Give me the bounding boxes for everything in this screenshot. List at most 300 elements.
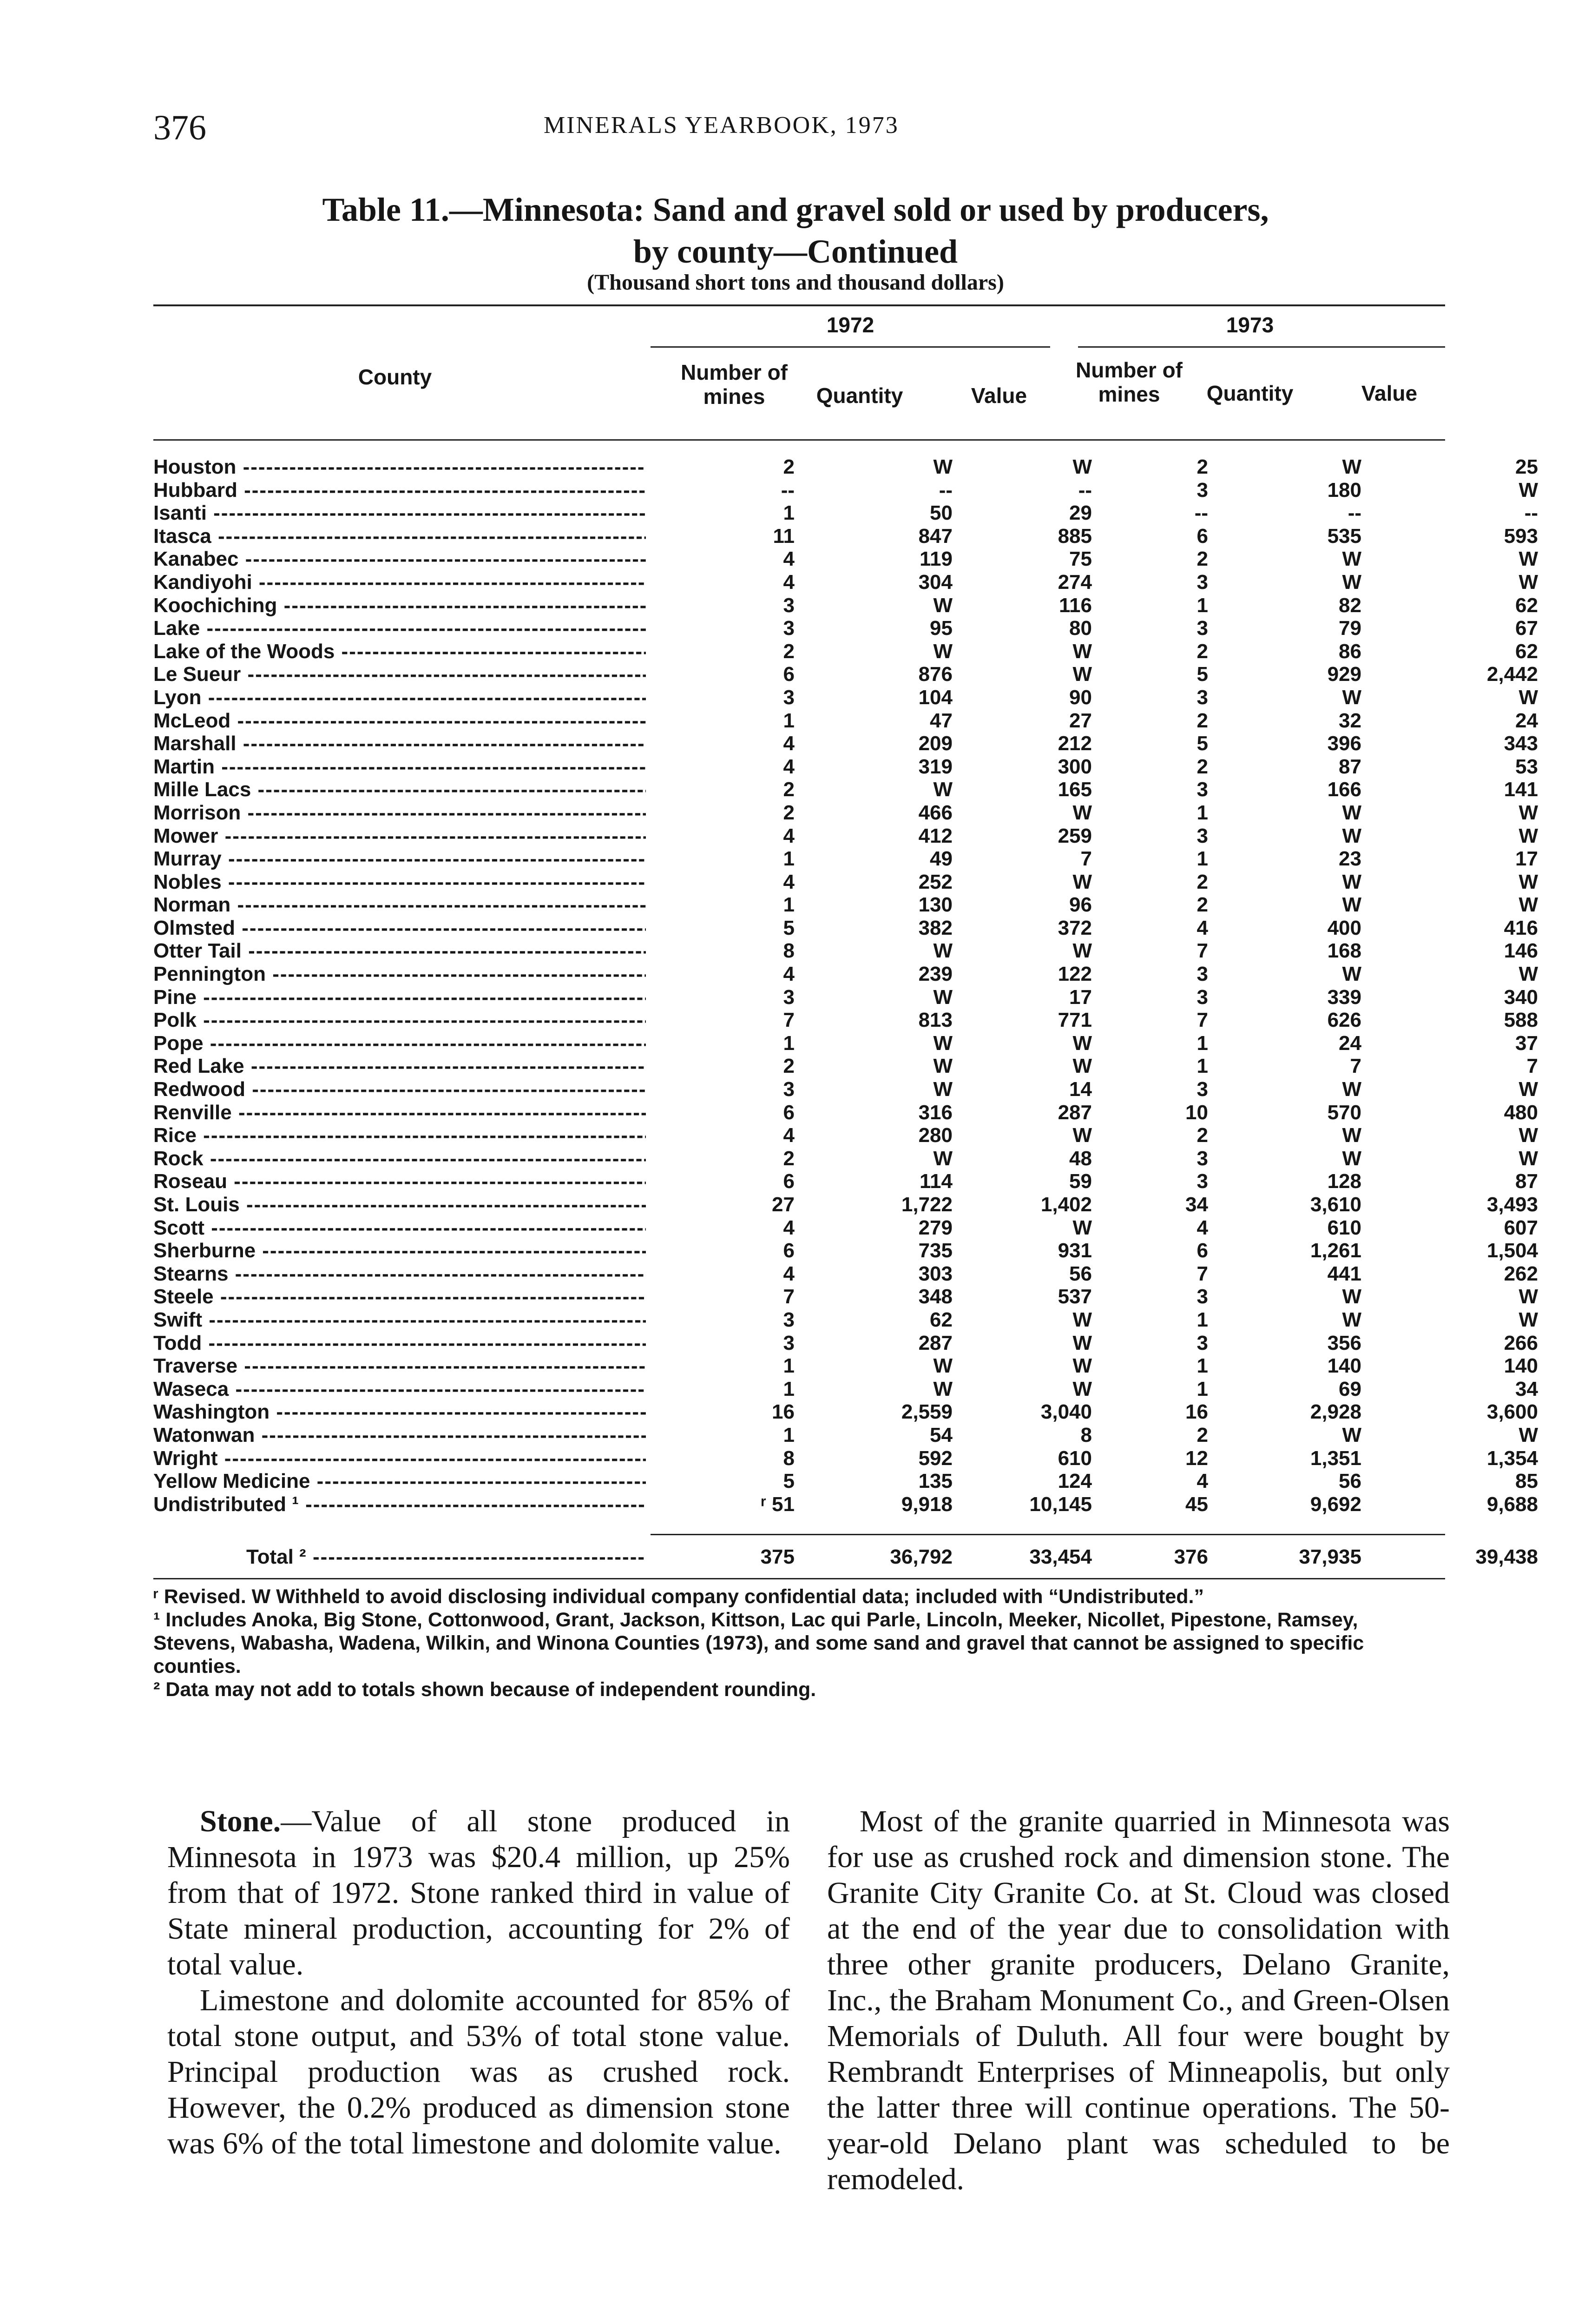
quantity-1973: 396: [1327, 732, 1361, 755]
table-row: [153, 1124, 1538, 1147]
table-top-rule: [153, 304, 1445, 306]
table-row: [153, 1009, 1538, 1032]
footnote-revised: ʳ Revised. W Withheld to avoid disclosing individual company confidential data; included with “Undistributed.”: [153, 1585, 1204, 1608]
mines-1973: 3: [1197, 963, 1208, 986]
mines-1972: 3: [783, 617, 795, 640]
county-name: Waseca -----: [153, 1378, 646, 1401]
total-value-1972: 33,454: [1029, 1545, 1092, 1568]
table-row: [153, 824, 1538, 848]
paragraph-limestone: Limestone and dolomite accounted for 85% of total stone output, and 53% of total stone value. Principal production was as crushed rock. However, the 0.2% produced as dimension stone was 6% of the total limestone and dolomite value.: [167, 1983, 790, 2160]
value-1973: 24: [1515, 709, 1538, 732]
value-1973: 141: [1504, 778, 1538, 801]
value-1973: 62: [1515, 640, 1538, 663]
mines-1973: 2: [1197, 640, 1208, 663]
mines-1972: 2: [783, 1147, 795, 1170]
quantity-1972: 382: [918, 916, 953, 939]
table-row: [153, 1331, 1538, 1355]
table-row: [153, 1492, 1538, 1516]
mines-1972: 1: [783, 893, 795, 917]
mines-1972: 3: [783, 985, 795, 1009]
table-row: [153, 548, 1538, 571]
value-1972: W: [1072, 801, 1092, 824]
mines-1972: 4: [783, 548, 795, 571]
county-name: Watonwan -----: [153, 1424, 646, 1447]
quantity-1972: 1,722: [901, 1193, 953, 1216]
mines-1973: 1: [1197, 594, 1208, 617]
county-name: Martin -----: [153, 755, 646, 779]
value-1972: W: [1072, 1055, 1092, 1078]
mines-1973-header: Number of mines: [1076, 358, 1183, 406]
value-1972: 274: [1058, 570, 1092, 594]
value-1972: 124: [1058, 1470, 1092, 1493]
mines-1972: 6: [783, 1239, 795, 1262]
value-1973: --: [1524, 502, 1538, 525]
county-name: Pine -----: [153, 986, 646, 1009]
table-row: [153, 502, 1538, 525]
quantity-1973: 626: [1327, 1009, 1361, 1032]
quantity-1973: 140: [1327, 1354, 1361, 1378]
value-1972: W: [1072, 870, 1092, 893]
table-row: [153, 893, 1538, 917]
table-row: [153, 963, 1538, 986]
mines-1973: 3: [1197, 778, 1208, 801]
mines-1972: 2: [783, 640, 795, 663]
table-row: [153, 1101, 1538, 1124]
value-1973: 25: [1515, 456, 1538, 478]
county-name: Stearns -----: [153, 1262, 646, 1286]
mines-1972: 1: [783, 1031, 795, 1055]
mines-1972: 3: [783, 1308, 795, 1331]
value-1972: 287: [1058, 1101, 1092, 1124]
mines-1973: 3: [1197, 570, 1208, 594]
value-1973: W: [1519, 824, 1538, 847]
value-1972: 165: [1058, 778, 1092, 801]
table-row: [153, 916, 1538, 940]
value-1973: 146: [1504, 939, 1538, 963]
value-1972: W: [1072, 1124, 1092, 1147]
quantity-1973: 86: [1339, 640, 1361, 663]
quantity-1973: W: [1342, 801, 1361, 824]
value-1972: 10,145: [1029, 1492, 1092, 1516]
table-row: [153, 755, 1538, 779]
table-row: [153, 686, 1538, 709]
mines-1973: 3: [1197, 686, 1208, 709]
value-1972: W: [1072, 456, 1092, 478]
county-name: Washington -----: [153, 1400, 646, 1424]
value-1972: W: [1072, 1216, 1092, 1239]
value-1972: --: [1078, 478, 1092, 502]
table-row: [153, 456, 1538, 479]
value-1973: 17: [1515, 847, 1538, 871]
table-row: [153, 778, 1538, 801]
county-name: Pennington -----: [153, 963, 646, 986]
value-1972: 96: [1069, 893, 1092, 917]
quantity-1972: 50: [930, 502, 953, 525]
mines-1973: 1: [1197, 1354, 1208, 1378]
quantity-1973: 1,261: [1310, 1239, 1361, 1262]
quantity-1973: W: [1342, 963, 1361, 986]
quantity-1973: W: [1342, 1423, 1361, 1446]
county-name: Wright -----: [153, 1447, 646, 1470]
value-1973: W: [1519, 870, 1538, 893]
county-name: Otter Tail -----: [153, 939, 646, 963]
mines-1972: 4: [783, 1124, 795, 1147]
quantity-1973: W: [1342, 456, 1361, 478]
quantity-1973: 356: [1327, 1331, 1361, 1354]
value-1973: 7: [1526, 1055, 1538, 1078]
mines-1972: 3: [783, 1331, 795, 1354]
mines-1972: 11: [773, 524, 795, 548]
mines-1973: 3: [1197, 1078, 1208, 1101]
value-1973: 3,493: [1486, 1193, 1538, 1216]
table-row: [153, 1193, 1538, 1216]
quantity-1973: W: [1342, 1147, 1361, 1170]
mines-1973: 45: [1185, 1492, 1208, 1516]
total-mines-1973: 376: [1174, 1545, 1208, 1568]
mines-1972: 1: [783, 847, 795, 871]
quantity-1973: W: [1342, 548, 1361, 571]
table-row: [153, 663, 1538, 686]
value-1973: 480: [1504, 1101, 1538, 1124]
county-name: Pope -----: [153, 1032, 646, 1055]
value-1973: 588: [1504, 1009, 1538, 1032]
mines-1972: 27: [772, 1193, 795, 1216]
mines-1973: 34: [1185, 1193, 1208, 1216]
paragraph-stone: [167, 1803, 790, 1982]
county-name: Itasca -----: [153, 525, 646, 548]
mines-1973: 2: [1197, 548, 1208, 571]
quantity-1972: 62: [930, 1308, 953, 1331]
value-1973: 9,688: [1486, 1492, 1538, 1516]
county-name: Renville -----: [153, 1101, 646, 1124]
county-name: McLeod -----: [153, 709, 646, 733]
quantity-1973: 128: [1327, 1170, 1361, 1193]
table-row: [153, 1285, 1538, 1308]
mines-1973: 2: [1197, 870, 1208, 893]
value-1972: 116: [1059, 594, 1092, 617]
table-row: [153, 1147, 1538, 1170]
value-1972: 931: [1058, 1239, 1092, 1262]
table-row: [153, 478, 1538, 502]
total-separator-rule: [651, 1534, 1445, 1535]
county-name: Isanti -----: [153, 502, 646, 525]
mines-1972: 5: [783, 1470, 795, 1493]
mines-1973: 16: [1185, 1400, 1208, 1424]
quantity-1972: W: [933, 640, 953, 663]
table-row: [153, 985, 1538, 1009]
mines-1972: 4: [783, 755, 795, 778]
county-name: Undistributed ¹ -----: [153, 1493, 646, 1516]
mines-1973: 2: [1197, 709, 1208, 732]
body-column-right: [827, 1803, 1450, 2197]
quantity-1972: 735: [918, 1239, 953, 1262]
value-1973: 3,600: [1486, 1400, 1538, 1424]
mines-1973: 7: [1197, 939, 1208, 963]
mines-1972: 4: [783, 570, 795, 594]
value-1973: 34: [1515, 1377, 1538, 1400]
table-row: [153, 1446, 1538, 1470]
quantity-1972: --: [939, 478, 953, 502]
value-1972: 259: [1058, 824, 1092, 847]
value-1972: 7: [1080, 847, 1092, 871]
table-row: [153, 617, 1538, 640]
quantity-1973: 32: [1339, 709, 1361, 732]
total-value-1973: 39,438: [1475, 1545, 1538, 1568]
quantity-1973: 400: [1327, 916, 1361, 939]
table-row: [153, 1055, 1538, 1078]
table-row: [153, 570, 1538, 594]
table-row: [153, 1354, 1538, 1378]
value-1973: 340: [1504, 985, 1538, 1009]
mines-1973: 12: [1185, 1446, 1208, 1470]
quantity-1973: 929: [1327, 663, 1361, 686]
quantity-1973: W: [1342, 870, 1361, 893]
mines-1973: 3: [1197, 1285, 1208, 1308]
county-name: Kanabec -----: [153, 548, 646, 571]
quantity-1972: 47: [930, 709, 953, 732]
mines-1972: 1: [783, 1354, 795, 1378]
quantity-1973-header: Quantity: [1206, 381, 1294, 405]
mines-1972: 4: [783, 870, 795, 893]
quantity-1973: 570: [1327, 1101, 1361, 1124]
quantity-1973: 610: [1327, 1216, 1361, 1239]
county-name: Scott -----: [153, 1216, 646, 1240]
quantity-1972: 239: [918, 963, 953, 986]
mines-1973: 4: [1197, 1216, 1208, 1239]
quantity-1972: 252: [918, 870, 953, 893]
value-1972: 59: [1069, 1170, 1092, 1193]
value-1972: W: [1072, 1377, 1092, 1400]
mines-1972: 3: [783, 1078, 795, 1101]
table-row: [153, 801, 1538, 825]
mines-1973: 3: [1197, 1331, 1208, 1354]
county-name: Mower -----: [153, 825, 646, 848]
mines-1973: 3: [1197, 1170, 1208, 1193]
table-row: [153, 1400, 1538, 1424]
table-row: [153, 1078, 1538, 1101]
quantity-1973: 3,610: [1310, 1193, 1361, 1216]
county-name: Le Sueur -----: [153, 663, 646, 686]
total-mines-1972: 375: [760, 1545, 795, 1568]
value-1972: W: [1072, 939, 1092, 963]
value-1973: 593: [1504, 524, 1538, 548]
mines-1972: 2: [783, 456, 795, 478]
quantity-1972: 130: [918, 893, 953, 917]
value-1973: W: [1519, 1124, 1538, 1147]
value-1973: W: [1519, 570, 1538, 594]
quantity-1973: 7: [1350, 1055, 1361, 1078]
quantity-1972: 592: [918, 1446, 953, 1470]
mines-1972: 2: [783, 778, 795, 801]
county-name: Sherburne -----: [153, 1239, 646, 1262]
quantity-1972: 135: [918, 1470, 953, 1493]
quantity-1972: W: [933, 594, 953, 617]
quantity-1973: 56: [1339, 1470, 1361, 1493]
quantity-1972: W: [933, 1055, 953, 1078]
county-name: Traverse -----: [153, 1354, 646, 1378]
running-head: MINERALS YEARBOOK, 1973: [544, 112, 899, 139]
mines-1972: 2: [783, 1055, 795, 1078]
value-1972: 537: [1058, 1285, 1092, 1308]
quantity-1973: 69: [1339, 1377, 1361, 1400]
mines-1973: 3: [1197, 985, 1208, 1009]
mines-1972: 5: [783, 916, 795, 939]
quantity-1972: 9,918: [901, 1492, 953, 1516]
value-1972: 212: [1058, 732, 1092, 755]
stone-heading: Stone.: [200, 1804, 281, 1838]
table-row: [153, 1423, 1538, 1447]
mines-1972: 8: [783, 1446, 795, 1470]
quantity-1972: W: [933, 1354, 953, 1378]
quantity-1972: 49: [930, 847, 953, 871]
value-1972: 610: [1058, 1446, 1092, 1470]
quantity-1973: 24: [1339, 1031, 1361, 1055]
county-name: Yellow Medicine -----: [153, 1470, 646, 1493]
value-1973: 62: [1515, 594, 1538, 617]
value-1973: 343: [1504, 732, 1538, 755]
quantity-1973: W: [1342, 570, 1361, 594]
quantity-1973: 2,928: [1310, 1400, 1361, 1424]
value-1972: W: [1072, 663, 1092, 686]
quantity-1972: 279: [918, 1216, 953, 1239]
mines-1972: 4: [783, 824, 795, 847]
mines-1972: 1: [783, 502, 795, 525]
value-1973: W: [1519, 963, 1538, 986]
value-1973: W: [1519, 686, 1538, 709]
quantity-1972: W: [933, 1377, 953, 1400]
county-name: Rock -----: [153, 1147, 646, 1170]
quantity-1972: 466: [918, 801, 953, 824]
mines-1973: 4: [1197, 916, 1208, 939]
mines-1973: 2: [1197, 1423, 1208, 1446]
value-1973: 37: [1515, 1031, 1538, 1055]
mines-1973: 1: [1197, 847, 1208, 871]
total-label: Total ² -----: [246, 1543, 646, 1571]
value-1973: 53: [1515, 755, 1538, 778]
quantity-1972: 114: [920, 1170, 953, 1193]
table-row: [153, 1239, 1538, 1262]
mines-1972: 7: [783, 1285, 795, 1308]
county-name: Olmsted -----: [153, 917, 646, 940]
value-1972: W: [1072, 1354, 1092, 1378]
county-name: Red Lake -----: [153, 1055, 646, 1078]
county-name: Nobles -----: [153, 871, 646, 894]
total-row: [153, 1543, 1538, 1571]
value-1973: W: [1519, 1423, 1538, 1446]
county-name: Steele -----: [153, 1285, 646, 1308]
quantity-1973: 87: [1339, 755, 1361, 778]
value-1973: W: [1519, 1285, 1538, 1308]
year-1972-header: 1972: [826, 313, 874, 337]
table-row: [153, 1308, 1538, 1332]
mines-1973: --: [1194, 502, 1208, 525]
table-row: [153, 594, 1538, 617]
quantity-1973: W: [1342, 686, 1361, 709]
value-1973: 2,442: [1486, 663, 1538, 686]
quantity-1972: 209: [918, 732, 953, 755]
value-1972: 122: [1058, 963, 1092, 986]
quantity-1972: 876: [918, 663, 953, 686]
quantity-1972: W: [933, 939, 953, 963]
value-1973: 87: [1515, 1170, 1538, 1193]
total-quantity-1973: 37,935: [1299, 1545, 1361, 1568]
county-name: Swift -----: [153, 1308, 646, 1332]
mines-1973: 7: [1197, 1009, 1208, 1032]
quantity-1972-header: Quantity: [816, 383, 903, 408]
value-1972: 48: [1069, 1147, 1092, 1170]
mines-1973: 1: [1197, 1031, 1208, 1055]
quantity-1972: 319: [918, 755, 953, 778]
table-row: [153, 1470, 1538, 1493]
value-1973-header: Value: [1361, 381, 1418, 405]
value-1972: W: [1072, 640, 1092, 663]
mines-1972: 8: [783, 939, 795, 963]
mines-1973: 7: [1197, 1262, 1208, 1285]
county-name: Kandiyohi -----: [153, 571, 646, 594]
mines-1973: 1: [1197, 801, 1208, 824]
quantity-1972: W: [933, 1147, 953, 1170]
table-row: [153, 939, 1538, 963]
quantity-1973: W: [1342, 1124, 1361, 1147]
quantity-1973: W: [1342, 824, 1361, 847]
value-1972: 17: [1069, 985, 1092, 1009]
county-name: Koochiching -----: [153, 594, 646, 617]
value-1973: 67: [1515, 617, 1538, 640]
mines-1973: 5: [1197, 732, 1208, 755]
county-name: Norman -----: [153, 893, 646, 917]
mines-1972: 6: [783, 1101, 795, 1124]
year-1972-rule: [651, 346, 1050, 348]
value-1973: W: [1519, 801, 1538, 824]
mines-1972: 6: [783, 1170, 795, 1193]
value-1972: 8: [1080, 1423, 1092, 1446]
value-1972: 56: [1069, 1262, 1092, 1285]
value-1973: 140: [1504, 1354, 1538, 1378]
county-name: Murray -----: [153, 847, 646, 871]
value-1973: 262: [1504, 1262, 1538, 1285]
value-1972: 75: [1069, 548, 1092, 571]
mines-1973: 3: [1197, 824, 1208, 847]
quantity-1973: 180: [1327, 478, 1361, 502]
mines-1973: 5: [1197, 663, 1208, 686]
value-1972: 1,402: [1040, 1193, 1092, 1216]
value-1973: 85: [1515, 1470, 1538, 1493]
value-1972: 885: [1058, 524, 1092, 548]
county-name: Polk -----: [153, 1009, 646, 1032]
mines-1973: 3: [1197, 617, 1208, 640]
quantity-1973: W: [1342, 1078, 1361, 1101]
value-1972: W: [1072, 1308, 1092, 1331]
county-name: Rice -----: [153, 1124, 646, 1147]
county-name: Morrison -----: [153, 801, 646, 825]
quantity-1972: 54: [930, 1423, 953, 1446]
value-1972: 80: [1069, 617, 1092, 640]
mines-1972: --: [781, 478, 795, 502]
quantity-1972: 287: [918, 1331, 953, 1354]
mines-1972: 1: [783, 709, 795, 732]
mines-1973: 6: [1197, 1239, 1208, 1262]
quantity-1973: 1,351: [1310, 1446, 1361, 1470]
value-1972: 29: [1069, 502, 1092, 525]
mines-1973: 2: [1197, 755, 1208, 778]
quantity-1972: 813: [918, 1009, 953, 1032]
quantity-1973: W: [1342, 1308, 1361, 1331]
mines-1973: 2: [1197, 456, 1208, 478]
value-1972: 14: [1069, 1078, 1092, 1101]
mines-1972: 6: [783, 663, 795, 686]
value-1973: 416: [1504, 916, 1538, 939]
quantity-1972: 303: [918, 1262, 953, 1285]
